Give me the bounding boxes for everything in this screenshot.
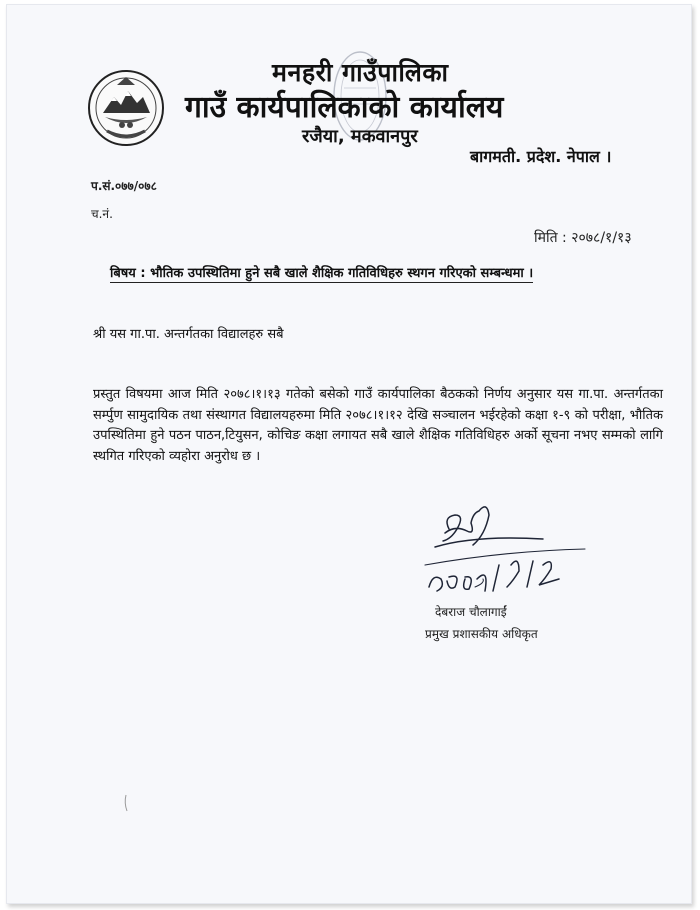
ink-mark-icon [122,793,130,813]
letter-number: प.सं.०७७/०७८ [91,179,157,193]
letter-date: मिति : २०७८/१/१३ [534,230,632,246]
letter-recipient: श्री यस गा.पा. अन्तर्गतका विद्यालहरु सबै [93,327,284,342]
office-name: मनहरी गाउँपालिका [272,58,449,87]
nepal-emblem-icon [87,69,165,147]
handwritten-signature-icon [415,495,595,605]
dispatch-number: च.नं. [91,207,113,221]
office-province: बागमती. प्रदेश. नेपाल । [470,147,612,166]
office-address: रजैया, मकवानपुर [302,126,418,147]
letter-subject: बिषय : भौतिक उपस्थितिमा हुने सबै खाले शैक्षिक गतिविधिहरु स्थगन गरिएको सम्बन्धमा । [110,263,533,283]
signatory-title: प्रमुख प्रशासकीय अधिकृत [425,627,538,641]
office-title: गाउँ कार्यपालिकाको कार्यालय [185,90,504,125]
signatory-name: देबराज चौलागाईं [435,605,507,619]
letter-body: प्रस्तुत विषयमा आज मिति २०७८।१।१३ गतेको बसेको गाउँ कार्यपालिका बैठकको निर्णय अनुसार यस गा.पा. अन्तर्गतका सर्म्पुण सामुदायिक तथा संस्थागत विद्यालयहरुमा मिति २०७८।१।१२ देखि सञ्चालन भईरहेको कक्षा १-९ को परीक्षा, भौतिक उपस्थितिमा हुने पठन पाठन,टियुसन, कोचिङ कक्षा लगायत सबै खाले शैक्षिक गतिविधिहरु अर्को सूचना नभए सम्मको लागि स्थगित गरिएको व्यहोरा अनुरोध छ । [93,387,663,464]
letter-page [6,4,692,904]
